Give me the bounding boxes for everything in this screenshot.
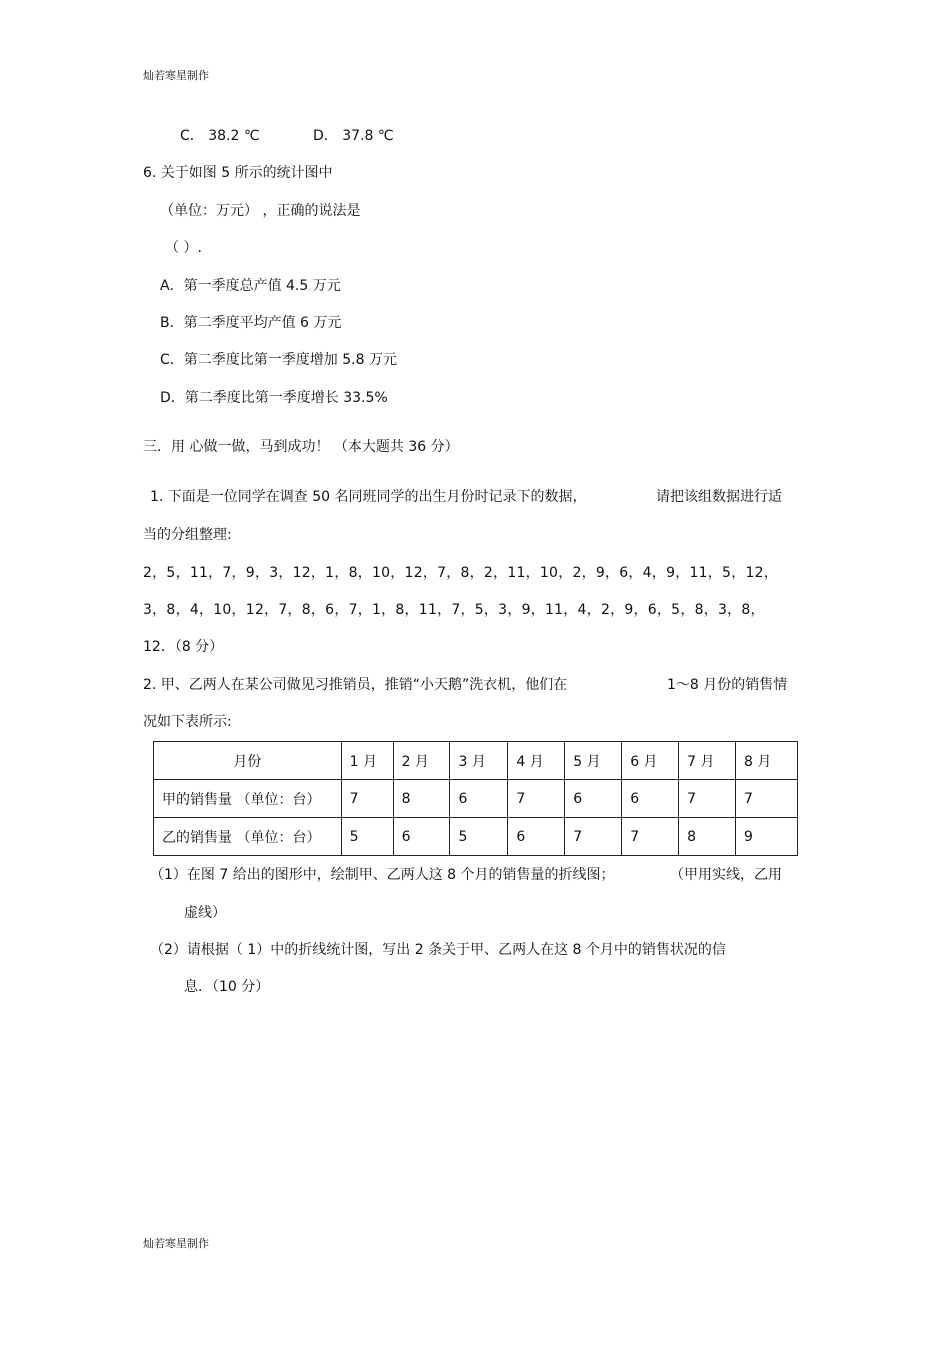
table-cell: 8 [679,818,736,856]
q6-stem-line1: 6. 关于如图 5 所示的统计图中 [143,165,333,181]
q6-option-c: C．第二季度比第一季度增加 5.8 万元 [160,352,397,368]
table-row-jia [154,780,798,818]
table-cell: 6 [393,818,450,856]
sales-table [153,741,798,856]
table-cell: 6 [565,780,622,818]
p2-sub1-line2: 虚线） [184,905,226,921]
q5-option-c: C． 38.2 ℃ [180,128,260,144]
table-header-cell: 2 月 [393,742,450,780]
table-header-cell: 1 月 [341,742,393,780]
table-header-cell: 4 月 [508,742,565,780]
table-header-cell: 7 月 [679,742,736,780]
table-cell: 6 [508,818,565,856]
page-footer: 灿若寒星制作 [143,1237,209,1250]
table-row-yi [154,818,798,856]
p2-sub1-line1b: （甲用实线，乙用 [670,867,782,883]
p2-line1a: 2. 甲、乙两人在某公司做见习推销员，推销“小天鹅”洗衣机，他们在 [143,677,568,693]
table-cell: 5 [450,818,508,856]
table-header-cell: 8 月 [736,742,798,780]
table-cell: 7 [736,780,798,818]
q6-option-a: A．第一季度总产值 4.5 万元 [160,278,341,294]
p1-line1b: 请把该组数据进行适 [656,489,782,505]
table-cell: 7 [622,818,679,856]
table-cell: 6 [450,780,508,818]
q6-option-d: D．第二季度比第一季度增长 33.5% [160,390,388,406]
table-header-cell: 5 月 [565,742,622,780]
table-header-cell: 3 月 [450,742,508,780]
table-header-cell: 6 月 [622,742,679,780]
q6-option-b: B．第二季度平均产值 6 万元 [160,315,342,331]
p2-sub2-line1: （2）请根据（ 1）中的折线统计图，写出 2 条关于甲、乙两人在这 8 个月中的销售状况的信 [150,942,726,958]
p1-data-line1: 2，5，11，7，9，3，12，1，8，10，12，7，8，2，11，10，2，9，6，4，9，11，5，12， [143,565,779,581]
table-cell: 7 [679,780,736,818]
p2-line1b: 1～8 月份的销售情 [667,677,788,693]
table-header-row [154,742,798,780]
p1-line1a: 1. 下面是一位同学在调查 50 名同班同学的出生月份时记录下的数据， [150,489,587,505]
p1-line2: 当的分组整理: [143,527,232,543]
section3-title: 三．用 心做一做，马到成功！ （本大题共 36 分） [143,439,459,455]
p2-sub1-line1a: （1）在图 7 给出的图形中，绘制甲、乙两人这 8 个月的销售量的折线图； [150,867,615,883]
q6-answer-blank: （ ）. [165,240,202,256]
table-cell: 乙的销售量 （单位：台） [154,818,342,856]
page-header: 灿若寒星制作 [143,69,209,82]
table-cell: 7 [508,780,565,818]
table-cell: 6 [622,780,679,818]
table-cell: 7 [565,818,622,856]
table-cell: 9 [736,818,798,856]
table-cell: 7 [341,780,393,818]
table-header-cell: 月份 [154,742,342,780]
p1-data-line3: 12．（8 分） [143,639,224,655]
table-cell: 5 [341,818,393,856]
table-cell: 8 [393,780,450,818]
q6-stem-line2: （单位：万元） ，正确的说法是 [160,203,361,219]
p1-data-line2: 3，8，4，10，12，7，8，6，7，1，8，11，7，5，3，9，11，4，2，9，6，5，8，3，8， [143,602,765,618]
table-cell: 甲的销售量 （单位：台） [154,780,342,818]
p2-sub2-line2: 息．（10 分） [184,979,270,995]
p2-line2: 况如下表所示: [143,714,232,730]
q5-option-d: D． 37.8 ℃ [313,128,394,144]
